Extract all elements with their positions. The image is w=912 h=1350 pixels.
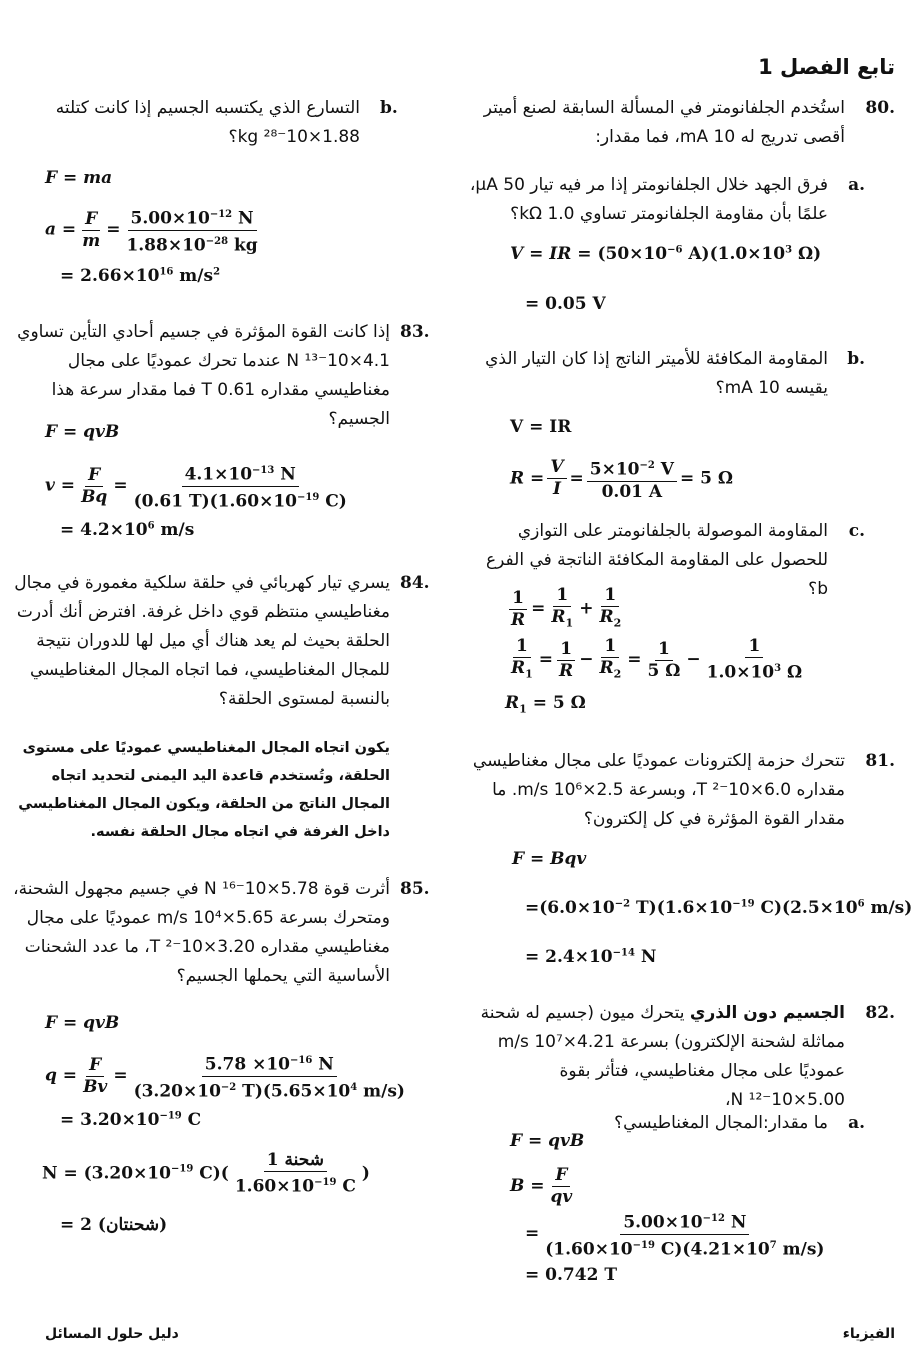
problem-82a-text: ما مقدار:المجال المغناطيسي؟ [614, 1113, 828, 1133]
equation-82b-result: = $2.66\times 10^{16}$ $m/s^2$ [60, 266, 221, 286]
problem-84-answer: يكون اتجاه المجال المغناطيسي عموديًا على مستوى الحلقة، وتُستخدم قاعدة اليد اليمنى لتحديد اتجاه المجال الناتج من الحلقة، ويكون المجال المغناطيسي داخل الغرفة في اتجاه مجال الحلقة نفسه. [18, 740, 390, 840]
problem-82-body: يتحرك ميون (جسيم له شحنة مماثلة لشحنة الإلكترون) بسرعة 4.21×10⁷ m/s عموديًا على مجال مغناطيسي، فتأثر بقوة 5.00×10⁻¹² N، [480, 1003, 845, 1110]
problem-84-text: يسري تيار كهربائي في حلقة سلكية مغمورة في مجال مغناطيسي منتظم قوي داخل غرفة. افترض أنك أدرت الحلقة بحيث لم يعد هناك أي ميل لها للدوران نتيجة للمجال المغناطيسي، فما اتجاه المجال المغناطيسي بالنسبة لمستوى الحلقة؟ [14, 573, 390, 709]
problem-82-text [465, 999, 845, 1115]
equation-80c-2: $\frac{1}{R_1}$ = $\frac{1}{R}$ − $\frac{1}{R_2}$ = $\frac{1}{5 \Omega}$ − $\frac{1}{1.0\times 10^3 \Omega}$ [511, 636, 803, 684]
footer-left: دليل حلول المسائل [45, 1326, 179, 1342]
equation-83-1: F = qvB [45, 422, 120, 442]
part-label-82b: b. [380, 98, 398, 118]
equation-81-2: $=(6.0\times 10^{-2}$ $T)(1.6\times 10^{-19}$ $C)(2.5\times 10^6$ m/s) [525, 898, 912, 918]
problem-80c-text: المقاومة الموصولة بالجلفانومتر على التوازي للحصول على المقاومة المكافئة الناتجة في الفرع b؟ [486, 521, 828, 599]
equation-82a-result: = 0.742 T [525, 1265, 617, 1285]
problem-number-84: 84. [400, 573, 430, 593]
problem-number-81: 81. [865, 751, 895, 771]
equation-80b-1: V = IR [510, 417, 572, 437]
problem-82-bold: الجسيم دون الذري [689, 1003, 845, 1023]
equation-85-1: F = qvB [45, 1013, 120, 1033]
equation-80c-result: $R_1 = 5$ Ω [505, 693, 586, 716]
page-title: تابع الفصل 1 [758, 55, 895, 79]
problem-82b-text: التسارع الذي يكتسبه الجسيم إذا كانت كتلته 1.88×10⁻²⁸ kg؟ [55, 98, 360, 147]
part-label-80b: b. [847, 349, 865, 369]
problem-85-text: أثرت قوة 5.78×10⁻¹⁶ N في جسيم مجهول الشحنة، ومتحرك بسرعة 5.65×10⁴ m/s عموديًا على مجال مغناطيسي مقداره 3.20×10⁻² T، ما عدد الشحنات الأساسية التي يحملها الجسيم؟ [13, 879, 390, 986]
equation-82b-2: a = $\frac{F}{m}$ = $\frac{5.00\times 10^{-12} N}{1.88\times 10^{-28} kg}$ [45, 204, 264, 256]
equation-80c-1: $\frac{1}{R}$ = $\frac{1}{R_1}$ + $\frac{1}{R_2}$ [511, 585, 622, 630]
equation-81-1: F = Bqv [512, 849, 587, 869]
equation-83-result: = $4.2\times 10^6$ m/s [60, 520, 195, 540]
problem-83-text: إذا كانت القوة المؤثرة في جسيم أحادي التأين تساوي 4.1×10⁻¹³ N عندما تحرك عموديًا على مجال مغناطيسي مقداره 0.61 T فما مقدار سرعة هذا الجسيم؟ [17, 322, 390, 429]
equation-80a-1: V = IR = ($50\times 10^{-6}$ $A)(1.0\times 10^3$ Ω) [510, 244, 822, 264]
problem-81-text: تتحرك حزمة إلكترونات عموديًا على مجال مغناطيسي مقداره 6.0×10⁻² T، وبسرعة 2.5×10⁶ m/s. ما مقدار القوة المؤثرة في كل إلكترون؟ [472, 751, 845, 829]
equation-80b-2: R = $\frac{V}{I}$ = $\frac{5\times 10^{-2} V}{0.01 A}$ = 5 Ω [510, 455, 733, 503]
problem-number-83: 83. [400, 322, 430, 342]
problem-80-text: استُخدم الجلفانومتر في المسألة السابقة لصنع أميتر أقصى تدريج له 10 mA، فما مقدار: [483, 98, 845, 147]
problem-number-85: 85. [400, 879, 430, 899]
problem-number-82: 82. [865, 1003, 895, 1023]
equation-82b-1: F = ma [45, 168, 113, 188]
equation-85-result: = 2 (شحنتان) [60, 1215, 168, 1235]
equation-85-4: $N = (3.20\times 10^{-19}$ C)( $\frac{\text{1 شحنة}}{1.60\times 10^{-19} C}$ ) [42, 1150, 370, 1197]
equation-80a-result: = 0.05 V [525, 294, 606, 314]
footer-right: الفيزياء [842, 1326, 895, 1342]
equation-85-2: q = $\frac{F}{Bv}$ = $\frac{5.78 \times 10^{-16} N}{(3.20\times 10^{-2} T)(5.65\times 10^4 m/s)}$ [45, 1050, 411, 1102]
equation-83-2: v = $\frac{F}{Bq}$ = $\frac{4.1\times 10^{-13} N}{(0.61 T)(1.60\times 10^{-19} C)}$ [45, 460, 353, 512]
equation-85-3: = $3.20\times 10^{-19}$ C [60, 1110, 202, 1130]
problem-number-80: 80. [865, 98, 895, 118]
part-label-82a: a. [848, 1113, 865, 1133]
equation-82a-2: B = $\frac{F}{qv}$ [510, 1165, 573, 1207]
equation-82a-1: F = qvB [510, 1131, 585, 1151]
part-label-80c: c. [848, 521, 865, 541]
problem-80b-text: المقاومة المكافئة للأميتر الناتج إذا كان التيار الذي يقيسه 10 mA؟ [485, 349, 828, 398]
problem-80a-text: فرق الجهد خلال الجلفانومتر إذا مر فيه تيار 50 µA، علمًا بأن مقاومة الجلفانومتر تساوي 1.0 kΩ؟ [469, 175, 828, 224]
part-label-80a: a. [848, 175, 865, 195]
equation-82a-3: = $\frac{5.00\times 10^{-12} N}{(1.60\times 10^{-19} C)(4.21\times 10^7 m/s)}$ [525, 1208, 830, 1260]
equation-81-result: = $2.4\times 10^{-14}$ N [525, 947, 657, 967]
